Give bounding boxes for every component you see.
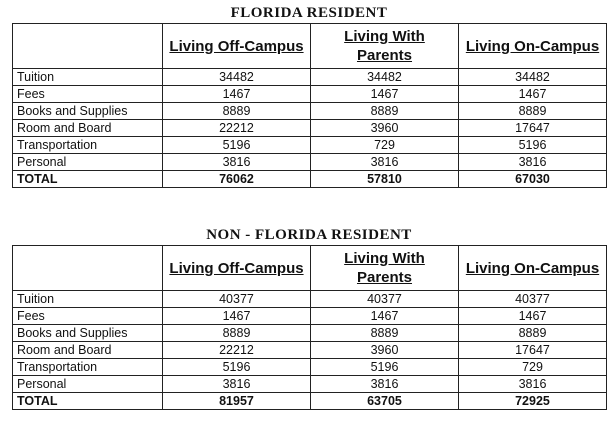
total-value: 67030 <box>459 171 607 188</box>
row-label: Transportation <box>13 359 163 376</box>
total-row <box>13 171 607 188</box>
cell-value: 5196 <box>163 137 311 154</box>
cell-value: 729 <box>459 359 607 376</box>
total-label: TOTAL <box>13 393 163 410</box>
cell-value: 8889 <box>311 103 459 120</box>
total-value: 76062 <box>163 171 311 188</box>
cell-value: 17647 <box>459 342 607 359</box>
column-header: Living Off-Campus <box>163 24 311 69</box>
cell-value: 1467 <box>163 86 311 103</box>
row-label: Transportation <box>13 137 163 154</box>
cell-value: 8889 <box>311 325 459 342</box>
row-label: Room and Board <box>13 120 163 137</box>
cell-value: 3960 <box>311 120 459 137</box>
row-label: Room and Board <box>13 342 163 359</box>
column-header: Living With Parents <box>311 246 459 291</box>
table-row <box>13 137 607 154</box>
cell-value: 5196 <box>459 137 607 154</box>
total-value: 72925 <box>459 393 607 410</box>
cell-value: 8889 <box>459 103 607 120</box>
header-row <box>13 246 607 291</box>
cost-table <box>12 245 607 410</box>
column-header: Living With Parents <box>311 24 459 69</box>
table-row <box>13 376 607 393</box>
table-row <box>13 325 607 342</box>
cell-value: 40377 <box>459 291 607 308</box>
cell-value: 8889 <box>163 103 311 120</box>
cell-value: 1467 <box>459 308 607 325</box>
cell-value: 1467 <box>459 86 607 103</box>
cell-value: 40377 <box>311 291 459 308</box>
cell-value: 1467 <box>311 308 459 325</box>
row-label: Fees <box>13 86 163 103</box>
cell-value: 17647 <box>459 120 607 137</box>
cell-value: 34482 <box>459 69 607 86</box>
table-row <box>13 103 607 120</box>
table-row <box>13 154 607 171</box>
table-row <box>13 359 607 376</box>
row-label: Tuition <box>13 291 163 308</box>
florida-resident-section <box>12 4 606 188</box>
total-label: TOTAL <box>13 171 163 188</box>
section-title: NON - FLORIDA RESIDENT <box>206 227 412 243</box>
table-row <box>13 120 607 137</box>
cell-value: 1467 <box>163 308 311 325</box>
row-label: Fees <box>13 308 163 325</box>
table-row <box>13 308 607 325</box>
row-label: Tuition <box>13 69 163 86</box>
table-row <box>13 86 607 103</box>
row-label: Books and Supplies <box>13 103 163 120</box>
row-label: Personal <box>13 154 163 171</box>
column-header: Living On-Campus <box>459 24 607 69</box>
header-row <box>13 24 607 69</box>
cell-value: 8889 <box>459 325 607 342</box>
cell-value: 5196 <box>163 359 311 376</box>
cost-table <box>12 23 607 188</box>
cell-value: 729 <box>311 137 459 154</box>
cell-value: 3816 <box>311 154 459 171</box>
row-label: Books and Supplies <box>13 325 163 342</box>
cell-value: 3816 <box>459 376 607 393</box>
cell-value: 3816 <box>163 376 311 393</box>
table-row <box>13 291 607 308</box>
column-header: Living Off-Campus <box>163 246 311 291</box>
cell-value: 22212 <box>163 342 311 359</box>
cell-value: 3816 <box>459 154 607 171</box>
corner-cell <box>13 246 163 291</box>
row-label: Personal <box>13 376 163 393</box>
total-value: 81957 <box>163 393 311 410</box>
cell-value: 5196 <box>311 359 459 376</box>
cell-value: 3960 <box>311 342 459 359</box>
cell-value: 3816 <box>311 376 459 393</box>
cell-value: 8889 <box>163 325 311 342</box>
table-row <box>13 342 607 359</box>
cell-value: 40377 <box>163 291 311 308</box>
column-header: Living On-Campus <box>459 246 607 291</box>
cell-value: 3816 <box>163 154 311 171</box>
cell-value: 1467 <box>311 86 459 103</box>
cell-value: 22212 <box>163 120 311 137</box>
total-row <box>13 393 607 410</box>
total-value: 57810 <box>311 171 459 188</box>
cell-value: 34482 <box>163 69 311 86</box>
non-florida-resident-section <box>12 226 606 410</box>
table-row <box>13 69 607 86</box>
corner-cell <box>13 24 163 69</box>
total-value: 63705 <box>311 393 459 410</box>
cell-value: 34482 <box>311 69 459 86</box>
section-title: FLORIDA RESIDENT <box>230 5 388 21</box>
